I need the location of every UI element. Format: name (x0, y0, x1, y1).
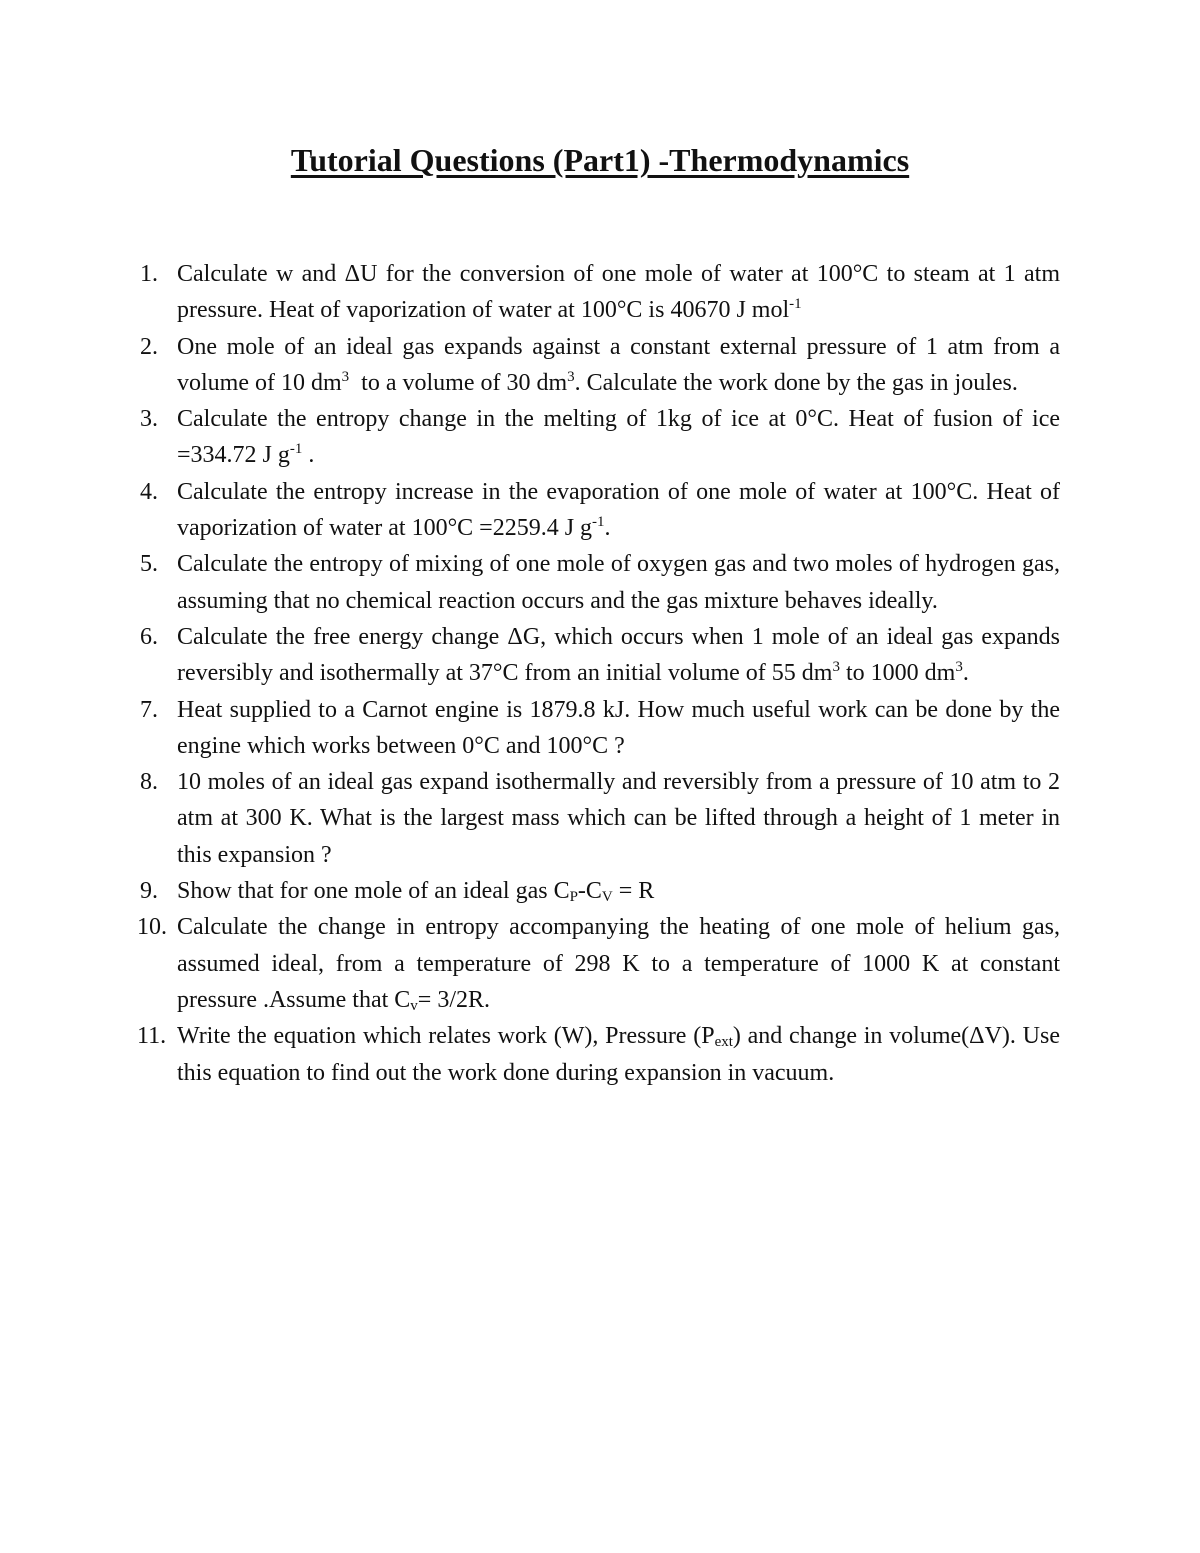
question-number: 3. (140, 406, 158, 433)
question-number: 5. (140, 551, 158, 578)
superscript: 3 (832, 659, 840, 676)
question-text: One mole of an ideal gas expands against a constant external pressure of 1 atm from a volume of 10 dm (177, 333, 1060, 396)
question-number: 7. (140, 696, 158, 723)
question-number: 4. (140, 478, 158, 505)
superscript: 3 (955, 659, 963, 676)
subscript: v (410, 997, 418, 1014)
question-number: 10. (137, 914, 167, 941)
subscript: V (601, 889, 613, 906)
question-text: Calculate the entropy of mixing of one mole of oxygen gas and two moles of hydrogen gas, assuming that no chemical reaction occurs and the gas mixture behaves ideally. (177, 551, 1060, 614)
question-text: = R (612, 878, 655, 905)
question-text: Write the equation which relates work (W), Pressure (P (177, 1023, 715, 1050)
question-5 (140, 546, 1060, 619)
question-text: -C (577, 878, 602, 905)
question-number: 11. (137, 1023, 167, 1050)
question-text: 10 moles of an ideal gas expand isothermally and reversibly from a pressure of 10 atm to 2 atm at 300 K. What is the largest mass which can be lifted through a height of 1 meter in this expansion ? (177, 769, 1060, 868)
question-7 (140, 692, 1060, 765)
question-number: 6. (140, 623, 158, 650)
superscript: -1 (592, 514, 605, 531)
question-number: 9. (140, 878, 158, 905)
question-text: Calculate the change in entropy accompanying the heating of one mole of helium gas, assumed ideal, from a temperature of 298 K to a temperature of 1000 K at constant pressure .Assume that C (177, 914, 1060, 1013)
question-list (137, 256, 1060, 1091)
superscript: 3 (341, 368, 350, 385)
question-2 (140, 329, 1060, 402)
question-number: 8. (140, 769, 158, 796)
question-text: Calculate w and ΔU for the conversion of one mole of water at 100°C to steam at 1 atm pressure. Heat of vaporization of water at 100°C is 40670 J mol (177, 261, 1060, 324)
question-number: 2. (140, 333, 158, 360)
subscript: P (569, 889, 578, 906)
question-text: . (604, 515, 611, 542)
question-text: . (302, 442, 315, 469)
question-text: Calculate the entropy change in the melting of 1kg of ice at 0°C. Heat of fusion of ice =334.72 J g (177, 406, 1060, 469)
question-11 (137, 1018, 1060, 1091)
superscript: -1 (789, 296, 802, 313)
question-number: 1. (140, 261, 158, 287)
question-10 (137, 909, 1060, 1018)
question-text: . (962, 660, 969, 687)
question-9 (140, 873, 1060, 909)
question-text: to a volume of 30 dm (349, 369, 568, 396)
question-text: Heat supplied to a Carnot engine is 1879.8 kJ. How much useful work can be done by the engine which works between 0°C and 100°C ? (177, 696, 1060, 759)
superscript: -1 (289, 441, 303, 458)
question-text: Calculate the entropy increase in the evaporation of one mole of water at 100°C. Heat of vaporization of water at 100°C =2259.4 J g (177, 478, 1060, 542)
question-4 (140, 474, 1060, 547)
question-3 (140, 401, 1060, 474)
question-text: = 3/2R. (417, 986, 491, 1013)
page-title: Tutorial Questions (Part1) -Thermodynamics (290, 142, 910, 178)
superscript: 3 (567, 368, 575, 385)
question-8 (140, 764, 1060, 873)
question-text: to 1000 dm (839, 660, 956, 687)
question-1 (140, 256, 1060, 329)
question-text: Show that for one mole of an ideal gas C (177, 878, 570, 905)
question-text: . Calculate the work done by the gas in joules. (574, 369, 1018, 396)
subscript: ext (714, 1034, 733, 1051)
question-text: Calculate the free energy change ΔG, which occurs when 1 mole of an ideal gas expands reversibly and isothermally at 37°C from an initial volume of 55 dm (177, 623, 1060, 687)
question-6 (140, 619, 1060, 692)
question-text: ) and change in volume(ΔV). Use this equation to find out the work done during expansion in vacuum. (177, 1023, 1060, 1086)
